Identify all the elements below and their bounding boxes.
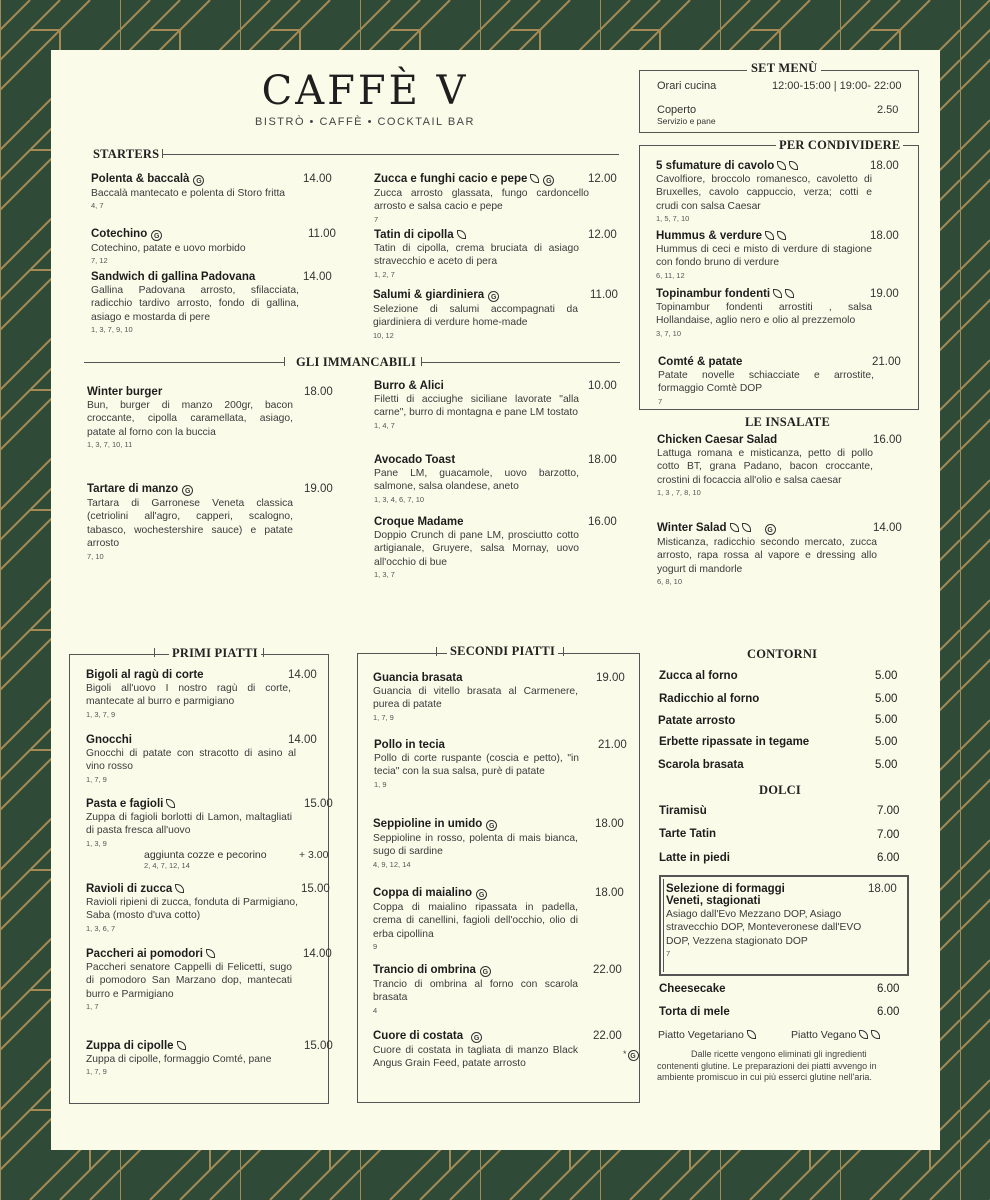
menu-item: Zucca e funghi cacio e pepe G 12.00 Zucca arrosto glassata, fungo cardoncello arrosto e salsa cacio e pepe 7 [374,173,617,224]
menu-item: Tartare di manzo G 19.00 Tartara di Garronese Veneta classica (cetriolini all'agro, capperi, scalogno, tabasco, wochestershire sauce) e patate arrosto 7, 10 [87,483,333,561]
contorno-price: 5.00 [875,670,898,682]
contorno-name: Zucca al forno [659,670,738,682]
menu-item: Tatin di cipolla 12.00 Tatin di cipolla, crema bruciata di asiago stravecchio e aceto di pera 1, 2, 7 [374,229,617,279]
menu-item: Hummus & verdure 18.00 Hummus di ceci e misto di verdure di stagione con fondo bruno di verdure 6, 11, 12 [656,230,899,280]
legend-vegetarian: Piatto Vegetariano [658,1029,756,1041]
menu-item: Polenta & baccalà G 14.00 Baccalà mantecato e polenta di Storo fritta 4, 7 [91,173,332,211]
vegan-leaf-icon [742,523,751,532]
menu-item: Ravioli di zucca 15.00 Ravioli ripieni di zucca, fonduta di Parmigiano, Saba (mosto d'uva cotto) 1, 3, 6, 7 [86,883,330,933]
starters-title: STARTERS [93,147,160,161]
vegan-leaf-icon [530,174,539,183]
immancabili-title: GLI IMMANCABILI [296,355,417,369]
primi-box [69,654,333,1104]
menu-item: Trancio di ombrina G 22.00 Trancio di ombrina al forno con scarola brasata 4 [373,964,622,1015]
menu-item: Guancia brasata 19.00 Guancia di vitello brasata al Carmenere, purea di patate 1, 7, 9 [373,672,625,722]
menu-item: Cotechino G 11.00 Cotechino, patate e uovo morbido 7, 12 [91,228,336,266]
vegan-leaf-icon [777,231,786,240]
menu-item: Selezione di formaggi Veneti, stagionati 18.00 Asiago dall'Evo Mezzano DOP, Asiago stravecchio DOP, Monteveronese dall'EVO DOP, Vezzena stagionato DOP 7 [666,883,897,959]
menu-item: Pollo in tecia 21.00 Pollo di corte ruspante (coscia e petto), "in tecia" con la sua salsa, purè di patate 1, 9 [374,739,627,789]
dolce-name: Cheesecake [659,983,726,995]
gluten-note: * G Dalle ricette vengono eliminati gli ingredienti contenenti glutine. Le preparazioni dei piatti avvengo in ambiente promiscuo in cui più esserci glutine nell'aria. [623,1049,877,1082]
menu-item: Coppa di maialino G 18.00 Coppa di maialino ripassata in padella, crema di canellini, fagioli dell'occhio, olio di erba cipollina 9 [373,887,624,952]
menu-item: Pasta e fagioli 15.00 Zuppa di fagioli borlotti di Lamon, maltagliati di pasta fresca all'uovo 1, 3, 9 [86,798,333,848]
vegan-leaf-icon [859,1030,868,1039]
dolce-price: 7.00 [877,805,900,817]
vegan-leaf-icon [730,523,739,532]
menu-item: Comté & patate 21.00 Patate novelle schiacciate e arrostite, formaggio Comtè DOP 7 [658,356,901,406]
dolce-price: 6.00 [877,1006,900,1018]
menu-sheet [51,50,940,1150]
menu-item: Winter burger 18.00 Bun, burger di manzo 200gr, bacon croccante, cipolla caramellata, asiago, patate al forno con la buccia 1, 3, 7, 10, 11 [87,386,333,450]
menu-item: Salumi & giardiniera G 11.00 Selezione di salumi accompagnati da giardiniera di verdure home-made 10, 12 [373,289,618,340]
menu-item: Topinambur fondenti 19.00 Topinambur fondenti arrostiti , salsa Hollandaise, aglio nero e olio al prezzemolo 3, 7, 10 [656,288,899,338]
contorni-title: CONTORNI [747,647,818,661]
contorno-price: 5.00 [875,736,898,748]
menu-item: Croque Madame 16.00 Doppio Crunch di pane LM, prosciutto cotto artigianale, Gruyere, salsa Mornay, uovo all'occhio di bue 1, 3, 7 [374,516,617,580]
contorno-name: Scarola brasata [658,759,744,771]
secondi-title: SECONDI PIATTI [447,644,558,659]
vegan-leaf-icon [871,1030,880,1039]
gluten-free-icon: G [765,524,776,535]
gluten-free-icon: G [486,820,497,831]
menu-item: Burro & Alici 10.00 Filetti di acciughe siciliane lavorate "alla carne", burro di montagna e pane LM tostato 1, 4, 7 [374,380,617,430]
vegetarian-leaf-icon [166,799,175,808]
menu-item: Sandwich di gallina Padovana 14.00 Gallina Padovana arrosto, sfilacciata, radicchio tardivo arrosto, fondo di gallina, asiago e mostarda di pere 1, 3, 7, 9, 10 [91,271,332,335]
coperto-sub: Servizio e pane [657,116,716,126]
menu-item: Bigoli al ragù di corte 14.00 Bigoli all'uovo I nostro ragù di corte, mantecate al burro e parmigiano 1, 3, 7, 9 [86,669,317,719]
vegetarian-leaf-icon [747,1030,756,1039]
primi-extra-price: + 3.00 [299,849,329,861]
vegan-leaf-icon [773,289,782,298]
set-menu-title: SET MENÙ [747,61,821,76]
vegetarian-leaf-icon [457,230,466,239]
gluten-free-icon: G [471,1032,482,1043]
contorno-name: Patate arrosto [658,715,736,727]
primi-title: PRIMI PIATTI [169,646,261,661]
kitchen-hours-value: 12:00-15:00 | 19:00- 22:00 [772,80,902,92]
menu-item: Seppioline in umido G 18.00 Seppioline in rosso, polenta di mais bianca, sugo di sardine 4, 9, 12, 14 [373,818,624,869]
dolce-price: 6.00 [877,983,900,995]
brand-name: CAFFÈ V [261,68,469,114]
legend-vegan: Piatto Vegano [791,1029,880,1041]
vegan-leaf-icon [765,231,774,240]
menu-item: Avocado Toast 18.00 Pane LM, guacamole, uovo barzotto, salmone, salsa olandese, aneto 1, 3, 4, 6, 7, 10 [374,454,617,504]
menu-item: Gnocchi 14.00 Gnocchi di patate con stracotto di asino al vino rosso 1, 7, 9 [86,734,317,784]
menu-item: Cuore di costata G 22.00 Cuore di costata in tagliata di manzo Black Angus Grain Feed, patate arrosto [373,1030,622,1070]
per-condividere-title: PER CONDIVIDERE [776,138,903,153]
brand-tagline: BISTRÒ • CAFFÈ • COCKTAIL BAR [255,116,475,128]
kitchen-hours-label: Orari cucina [657,80,717,92]
gluten-free-icon: G [628,1050,639,1061]
dolce-name: Tiramisù [659,805,707,817]
gluten-free-icon: G [488,291,499,302]
gluten-free-icon: G [151,230,162,241]
dolce-price: 7.00 [877,829,900,841]
menu-item: Paccheri ai pomodori 14.00 Paccheri senatore Cappelli di Felicetti, sugo di pomodoro San Marzano dop, mantecati burro e Parmigiano 1, 7 [86,948,332,1012]
dolci-title: DOLCI [759,783,801,797]
coperto-price: 2.50 [877,104,899,116]
dolce-name: Torta di mele [659,1006,730,1018]
gluten-free-icon: G [182,485,193,496]
dolce-name: Tarte Tatin [659,828,717,840]
menu-item: Zuppa di cipolle 15.00 Zuppa di cipolle, formaggio Comté, pane 1, 7, 9 [86,1040,333,1077]
vegan-leaf-icon [777,161,786,170]
contorno-name: Radicchio al forno [659,693,760,705]
menu-item: Winter Salad G 14.00 Misticanza, radicchio secondo mercato, zucca arrosto, rapa rossa al vapore e dressing allo yogurt di mandorle 6, 8, 10 [657,522,902,587]
primi-extra: aggiunta cozze e pecorino 2, 4, 7, 12, 14 [144,849,267,870]
contorno-name: Erbette ripassate in tegame [659,736,810,748]
gluten-free-icon: G [193,175,204,186]
insalate-title: LE INSALATE [745,415,830,429]
vegan-leaf-icon [789,161,798,170]
vegan-leaf-icon [785,289,794,298]
dolce-price: 6.00 [877,852,900,864]
vegetarian-leaf-icon [175,884,184,893]
coperto-label: Coperto [657,104,697,116]
dolce-name: Latte in piedi [659,852,730,864]
vegetarian-leaf-icon [206,949,215,958]
vegetarian-leaf-icon [177,1041,186,1050]
menu-item: Chicken Caesar Salad 16.00 Lattuga romana e misticanza, petto di pollo cotto BT, grana Padano, bacon croccante, crostini di focaccia all'olio e salsa caesar 1, 3 , 7, 8, 10 [657,434,902,498]
contorno-price: 5.00 [875,693,898,705]
gluten-free-icon: G [476,889,487,900]
contorno-price: 5.00 [875,759,898,771]
contorno-price: 5.00 [875,714,898,726]
menu-item: 5 sfumature di cavolo 18.00 Cavolfiore, broccolo romanesco, cavoletto di Bruxelles, cavolo cappuccio, verza; cotti e crudi con salsa Caesar 1, 5, 7, 10 [656,160,899,224]
gluten-free-icon: G [543,175,554,186]
gluten-free-icon: G [480,966,491,977]
